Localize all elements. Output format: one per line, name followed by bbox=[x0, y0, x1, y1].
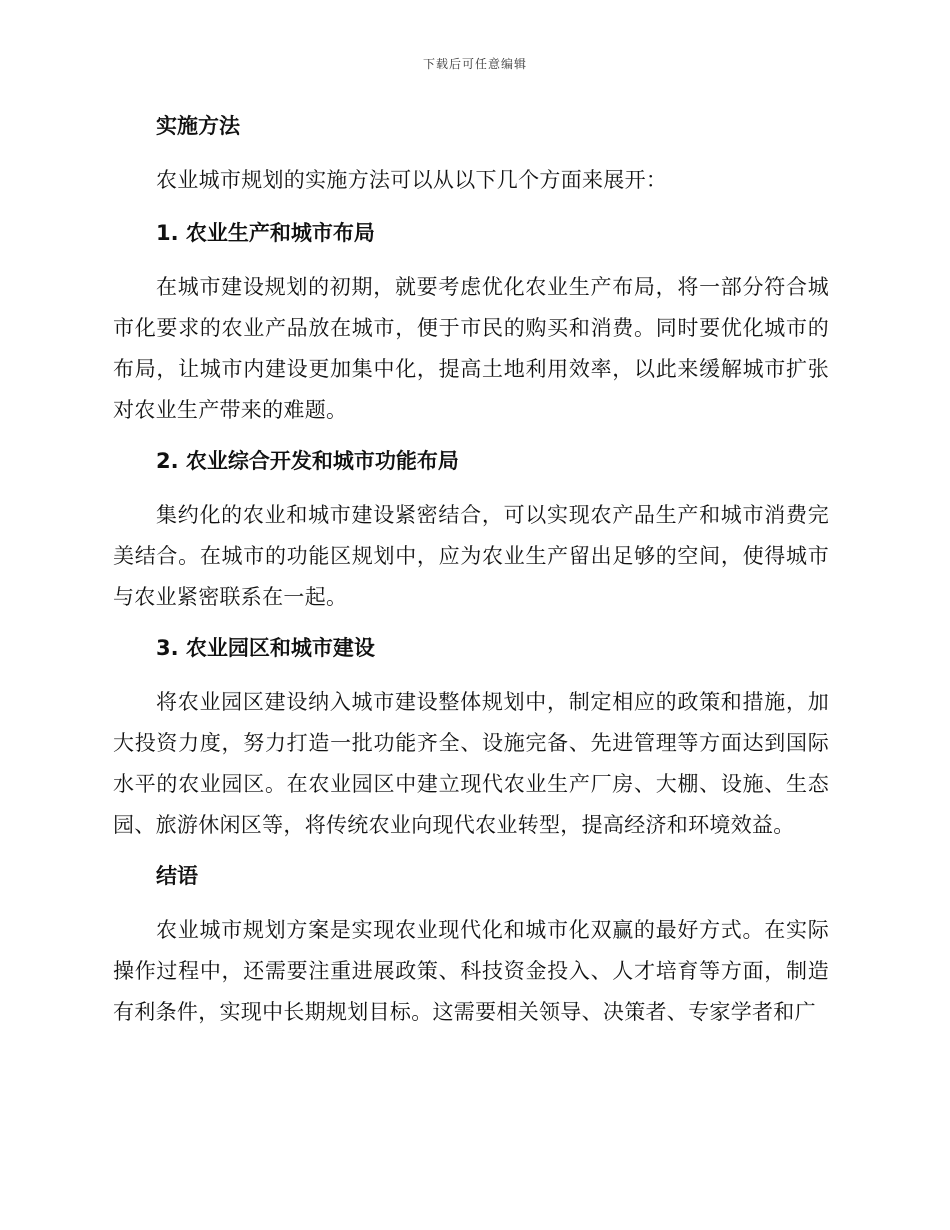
item-heading-2: 2. 农业综合开发和城市功能布局 bbox=[156, 449, 459, 473]
document-body bbox=[113, 110, 829, 1047]
header-note: 下载后可任意编辑 bbox=[422, 57, 527, 71]
item-heading-1: 1. 农业生产和城市布局 bbox=[156, 221, 375, 245]
item-body-3: 将农业园区建设纳入城市建设整体规划中，制定相应的政策和措施，加大投资力度，努力打造一批功能齐全、设施完备、先进管理等方面达到国际水平的农业园区。在农业园区中建立现代农业生产厂房、大棚、设施、生态园、旅游休闲区等，将传统农业向现代农业转型，提高经济和环境效益。 bbox=[113, 690, 829, 837]
conclusion-title: 结语 bbox=[156, 864, 198, 888]
conclusion-paragraph: 农业城市规划方案是实现农业现代化和城市化双赢的最好方式。在实际操作过程中，还需要注重进展政策、科技资金投入、人才培育等方面，制造有利条件，实现中长期规划目标。这需要相关领导、决策者、专家学者和广 bbox=[113, 918, 829, 1024]
item-body-2: 集约化的农业和城市建设紧密结合，可以实现农产品生产和城市消费完美结合。在城市的功能区规划中，应为农业生产留出足够的空间，使得城市与农业紧密联系在一起。 bbox=[113, 503, 829, 609]
intro-paragraph: 农业城市规划的实施方法可以从以下几个方面来展开： bbox=[156, 168, 668, 192]
item-heading-3: 3. 农业园区和城市建设 bbox=[156, 636, 375, 660]
item-body-1: 在城市建设规划的初期，就要考虑优化农业生产布局，将一部分符合城市化要求的农业产品放在城市，便于市民的购买和消费。同时要优化城市的布局，让城市内建设更加集中化，提高土地利用效率，以此来缓解城市扩张对农业生产带来的难题。 bbox=[113, 275, 829, 422]
section-title: 实施方法 bbox=[156, 114, 240, 138]
